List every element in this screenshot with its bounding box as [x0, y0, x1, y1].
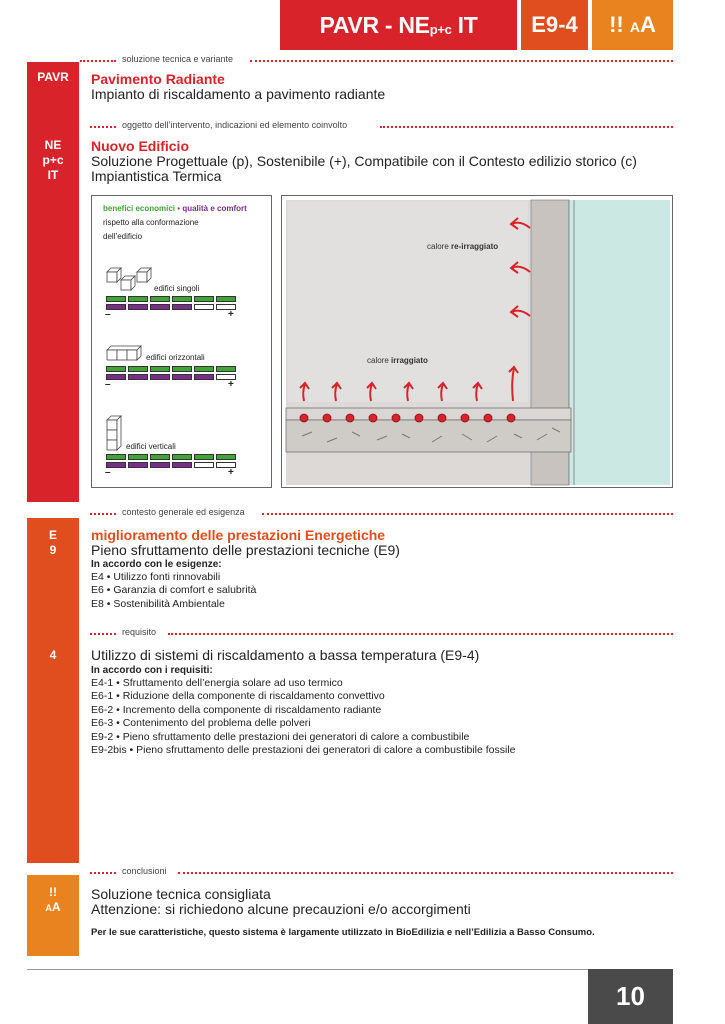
section-divider-conclusion [80, 866, 673, 878]
benefit-line2: rispetto alla conformazione [103, 218, 199, 227]
rating-segment [172, 296, 192, 302]
rating-segment [150, 454, 170, 460]
bars-horizontal [106, 366, 238, 382]
tab-alert: !! [49, 885, 57, 899]
footer-rule [27, 969, 588, 970]
rating-segment [216, 296, 236, 302]
section-divider-object [80, 120, 673, 132]
section-label: requisito [122, 627, 157, 637]
object-line2: Impiantistica Termica [91, 168, 222, 184]
rating-segment [128, 304, 148, 310]
conclusion-line2: Attenzione: si richiedono alcune precauzioni e/o accorgimenti [91, 901, 471, 917]
requirement-item: E6-2 • Incremento della componente di riscaldamento radiante [91, 703, 382, 716]
vertical-buildings-icon [105, 414, 123, 454]
rating-segment [106, 296, 126, 302]
rating-segment [194, 454, 214, 460]
rating-segment [150, 296, 170, 302]
radiant-floor-diagram [281, 195, 673, 488]
plus-label: + [228, 309, 234, 320]
conclusion-line1: Soluzione tecnica consigliata [91, 886, 271, 902]
rating-segment [128, 366, 148, 372]
legend-economic: benefici economici [103, 204, 176, 213]
green-rating-bar [106, 454, 238, 460]
rating-segment [172, 454, 192, 460]
title-subscript: p+c [429, 21, 452, 37]
rating-segment [106, 366, 126, 372]
rating-segment [194, 374, 214, 380]
context-block [91, 528, 400, 611]
rating-segment [106, 454, 126, 460]
context-item: E6 • Garanzia di comfort e salubrità [91, 584, 257, 597]
tab-4: 4 [49, 648, 57, 662]
caption-vertical: edifici verticali [126, 442, 176, 451]
tab-e: E [48, 528, 57, 542]
rating-segment [216, 366, 236, 372]
rating-segment [172, 462, 192, 468]
object-line1: Soluzione Progettuale (p), Sostenibile (+), Compatibile con il Contesto edilizio storico (c) [91, 153, 637, 169]
section-divider-context [80, 507, 673, 519]
benefit-box [91, 195, 272, 488]
page-number: 10 [588, 969, 673, 1024]
minus-label: – [105, 379, 111, 390]
tab-orange [27, 518, 79, 863]
section-label: conclusioni [122, 866, 167, 876]
minus-label: – [105, 467, 111, 478]
rating-segment [194, 462, 214, 468]
section-label: contesto generale ed esigenza [122, 507, 245, 517]
tab-9: 9 [49, 543, 57, 557]
aa-small: A [629, 19, 640, 35]
solution-block [91, 72, 385, 102]
rating-segment [194, 366, 214, 372]
tab-red [27, 62, 79, 502]
caption-horizontal: edifici orizzontali [146, 353, 205, 362]
purple-rating-bar [106, 374, 238, 380]
rating-segment [172, 366, 192, 372]
header-alert [592, 0, 673, 50]
tab-ne: NE [44, 138, 62, 152]
requirement-item: E6-3 • Contenimento del problema delle polveri [91, 717, 311, 730]
requirement-item: E9-2 • Pieno sfruttamento delle prestazioni dei generatori di calore a combustibile [91, 730, 470, 743]
section-divider-requirement [80, 627, 673, 639]
requirement-title: Utilizzo di sistemi di riscaldamento a bassa temperatura (E9-4) [91, 647, 480, 663]
purple-rating-bar [106, 304, 238, 310]
rating-segment [216, 454, 236, 460]
rating-segment [194, 304, 214, 310]
caption-single: edifici singoli [154, 284, 200, 293]
rating-segment [150, 366, 170, 372]
label-reradiated: calore re-irraggiato [427, 242, 499, 251]
context-accord: In accordo con le esigenze: [91, 559, 222, 570]
green-rating-bar [106, 296, 238, 302]
rating-segment [128, 374, 148, 380]
context-title: miglioramento delle prestazioni Energetiche [91, 527, 386, 543]
requirement-item: E6-1 • Riduzione della componente di riscaldamento convettivo [91, 690, 385, 703]
tab-amber [27, 875, 79, 956]
rating-segment [150, 304, 170, 310]
tab-it: IT [47, 168, 59, 182]
horizontal-buildings-icon [105, 344, 145, 362]
alert-marks: !! [609, 12, 624, 37]
rating-segment [128, 462, 148, 468]
section-label: oggetto dell’intervento, indicazioni ed elemento coinvolto [122, 120, 348, 130]
legend-comfort: qualità e comfort [182, 204, 247, 213]
rating-segment [150, 374, 170, 380]
rating-segment [128, 296, 148, 302]
rating-segment [128, 454, 148, 460]
purple-rating-bar [106, 462, 238, 468]
solution-title: Pavimento Radiante [91, 71, 225, 87]
floor-slab [286, 420, 571, 452]
tab-pc: p+c [42, 153, 64, 167]
bars-vertical [106, 454, 238, 470]
conclusion-block [91, 887, 595, 940]
plus-label: + [228, 467, 234, 478]
green-rating-bar [106, 366, 238, 372]
header-code: E9-4 [521, 0, 588, 50]
benefit-line3: dell’edificio [103, 232, 143, 241]
tab-aa: AA [45, 900, 61, 914]
plus-label: + [228, 379, 234, 390]
header-title [280, 0, 517, 50]
title-end: IT [451, 11, 478, 38]
object-title: Nuovo Edificio [91, 138, 189, 154]
requirement-item: E4-1 • Sfruttamento dell’energia solare ad uso termico [91, 677, 343, 689]
tab-pavr: PAVR [37, 70, 69, 84]
context-subtitle: Pieno sfruttamento delle prestazioni tecniche (E9) [91, 542, 400, 558]
section-divider-solution [80, 54, 673, 66]
aa-big: A [640, 12, 656, 37]
rating-segment [194, 296, 214, 302]
bars-single [106, 296, 238, 312]
solution-subtitle: Impianto di riscaldamento a pavimento radiante [91, 86, 386, 102]
object-block [91, 139, 637, 184]
benefit-legend [103, 202, 247, 216]
context-item: E8 • Sostenibilità Ambientale [91, 597, 225, 610]
rating-segment [172, 304, 192, 310]
minus-label: – [105, 309, 111, 320]
label-radiated: calore irraggiato [367, 356, 428, 365]
legend-bullet: • [177, 204, 181, 213]
requirement-accord: In accordo con i requisiti: [91, 665, 213, 676]
section-label: soluzione tecnica e variante [122, 54, 234, 64]
diagram-svg [282, 196, 672, 487]
context-item: E4 • Utilizzo fonti rinnovabili [91, 571, 221, 583]
rating-segment [172, 374, 192, 380]
single-buildings-icon [105, 266, 155, 294]
conclusion-note: Per le sue caratteristiche, questo sistema è largamente utilizzato in BioEdilizia e nell’Edilizia a Basso Consumo. [91, 927, 595, 938]
requirement-item: E9-2bis • Pieno sfruttamento delle prestazioni dei generatori di calore a combustibile fossile [91, 744, 516, 757]
title-main: PAVR - NE [319, 11, 430, 38]
requirement-block [91, 648, 516, 757]
rating-segment [150, 462, 170, 468]
